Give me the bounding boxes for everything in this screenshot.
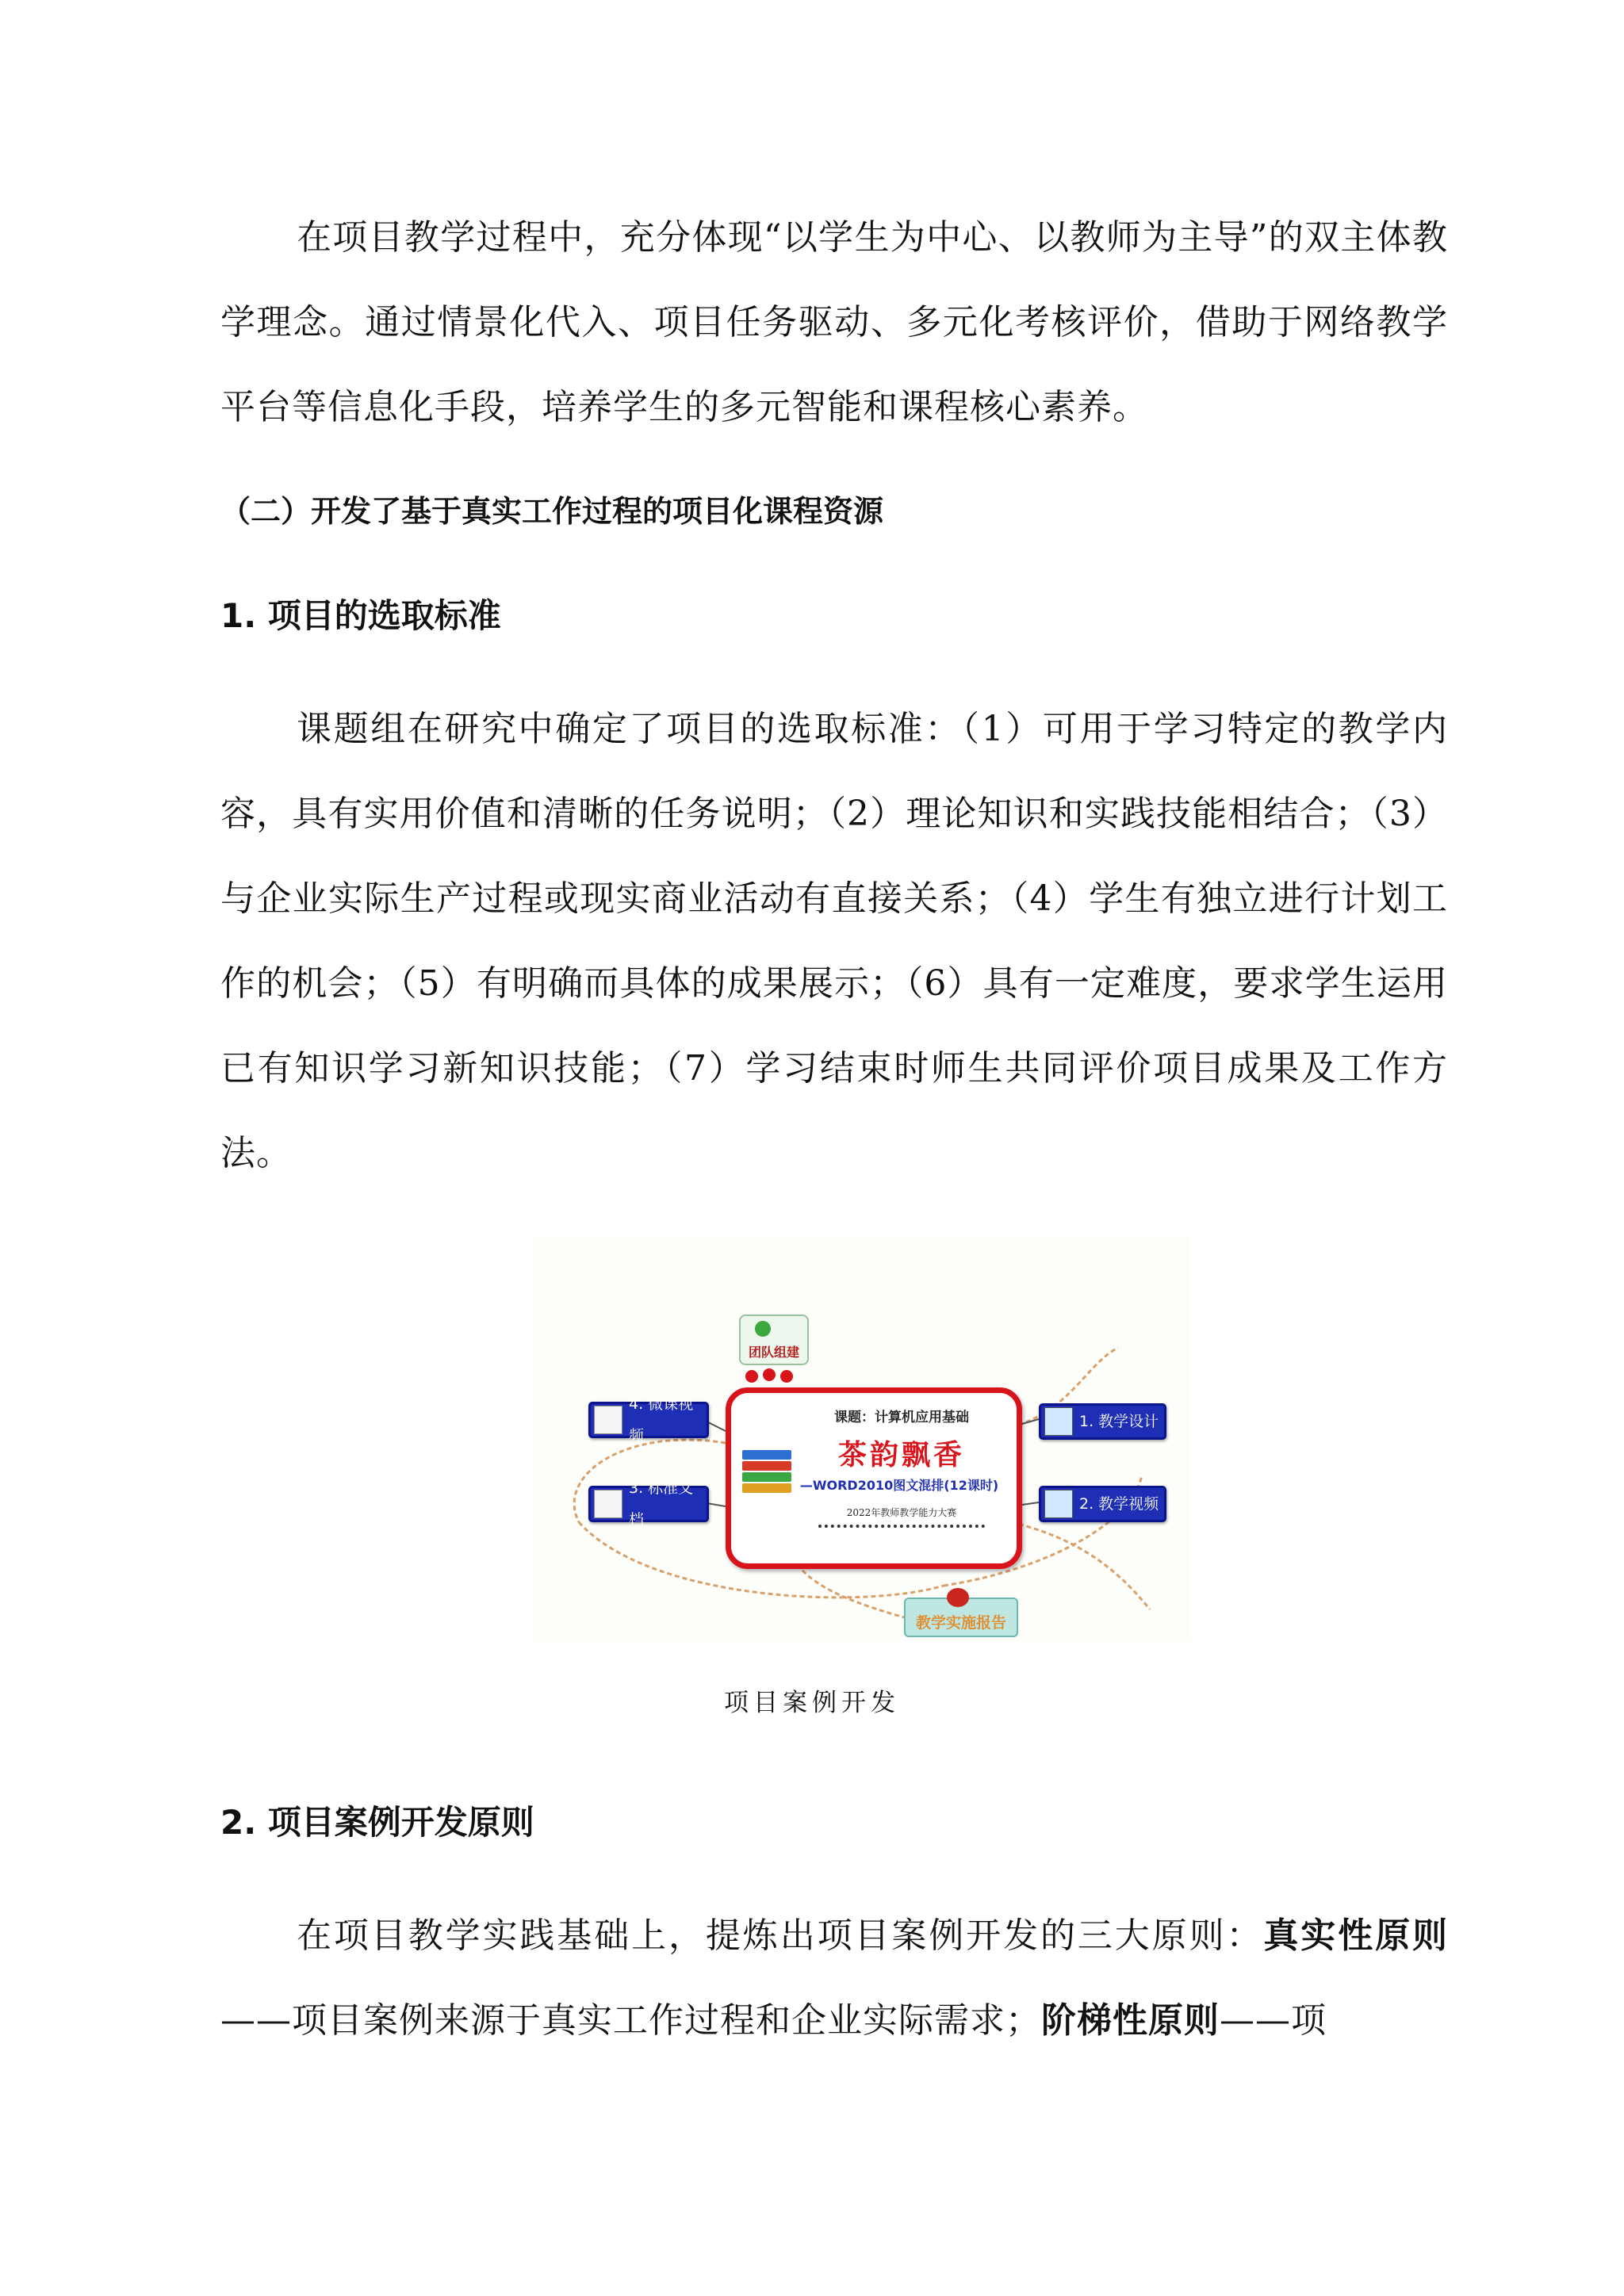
course-center-box — [726, 1387, 1022, 1569]
people-icon — [755, 1321, 771, 1337]
figure-caption: 项目案例开发 — [724, 1689, 900, 1717]
design-label: 1. 教学设计 — [1079, 1413, 1159, 1430]
tools-icon — [594, 1490, 622, 1518]
team-node-label: 团队组建 — [748, 1345, 799, 1360]
paragraph-development-principles — [220, 1893, 1448, 2063]
team-node — [739, 1314, 809, 1365]
paragraph-teaching-concept: 在项目教学过程中，充分体现“以学生为中心、以教师为主导”的双主体教学理念。通过情景化代入、项目任务驱动、多元化考核评价，借助于网络教学平台等信息化手段，培养学生的多元智能和课程核心素养。 — [220, 217, 1448, 427]
heading-selection-criteria: 1. 项目的选取标准 — [220, 596, 501, 635]
course-label: 课题：计算机应用基础 — [834, 1410, 969, 1425]
micro-video-node — [588, 1395, 709, 1445]
micro-video-label: 4. 微课视频 — [629, 1395, 694, 1445]
principle-authenticity: 真实性原则 — [1263, 1915, 1449, 1956]
design-node — [1039, 1403, 1166, 1440]
event-label: 2022年教师教学能力大赛 — [846, 1507, 957, 1518]
standard-doc-label: 3. 标准文档 — [629, 1479, 694, 1529]
section-heading-resources: （二）开发了基于真实工作过程的项目化课程资源 — [220, 494, 884, 529]
principles-intro-text: 在项目教学实践基础上，提炼出项目案例开发的三大原则： — [297, 1915, 1264, 1956]
paragraph-selection-criteria: 课题组在研究中确定了项目的选取标准：（1）可用于学习特定的教学内容，具有实用价值和清晰的任务说明；（2）理论知识和实践技能相结合；（3）与企业实际生产过程或现实商业活动有直接关系；（4）学生有独立进行计划工作的机会；（5）有明确而具体的成果展示；（6）具有一定难度，要求学生运用已有知识学习新知识技能；（7）学习结束时师生共同评价项目成果及工作方法。 — [220, 709, 1448, 1173]
course-subtitle: —WORD2010图文混排(12课时) — [799, 1478, 999, 1493]
video-node — [1039, 1486, 1166, 1522]
course-title: 茶韵飘香 — [837, 1438, 965, 1471]
books-icon — [742, 1450, 791, 1502]
computer-icon — [1044, 1407, 1073, 1436]
video-label: 2. 教学视频 — [1079, 1495, 1159, 1513]
principle-authenticity-desc: ——项目案例来源于真实工作过程和企业实际需求； — [220, 2000, 1041, 2041]
standard-doc-node — [588, 1479, 709, 1529]
principle-gradient-desc: ——项 — [1220, 2000, 1327, 2041]
report-node — [904, 1598, 1018, 1637]
monitor-icon — [1044, 1490, 1073, 1518]
lamp-icon — [947, 1588, 969, 1607]
project-case-mindmap — [531, 1237, 1189, 1641]
heading-development-principles: 2. 项目案例开发原则 — [220, 1803, 534, 1842]
report-label: 教学实施报告 — [915, 1614, 1006, 1632]
principle-gradient: 阶梯性原则 — [1041, 2000, 1220, 2041]
film-icon — [594, 1406, 622, 1434]
